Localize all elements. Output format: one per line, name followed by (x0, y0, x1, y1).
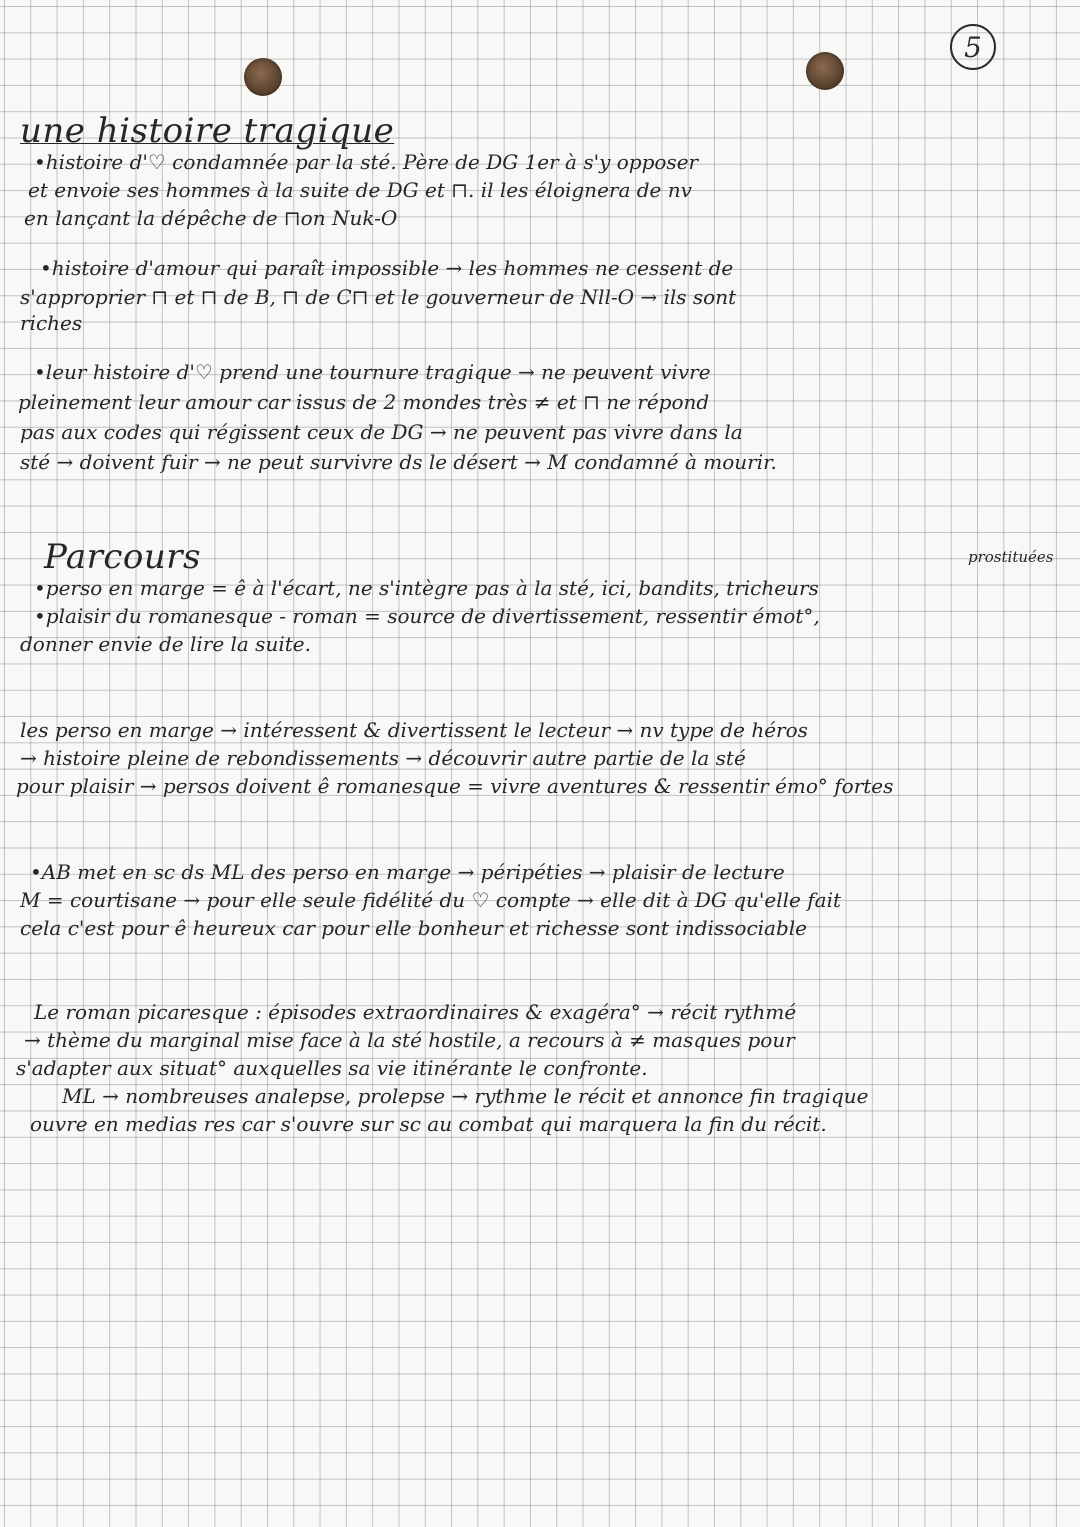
note-line: pleinement leur amour car issus de 2 mondes très ≠ et ⊓ ne répond (18, 390, 710, 414)
note-line: s'adapter aux situat° auxquelles sa vie itinérante le confronte. (16, 1056, 648, 1080)
note-line: cela c'est pour ê heureux car pour elle bonheur et richesse sont indissociable (20, 916, 808, 940)
note-line: pas aux codes qui régissent ceux de DG → ne peuvent pas vivre dans la (20, 420, 743, 444)
note-line: pour plaisir → persos doivent ê romanesque = vivre aventures & ressentir émo° fortes (16, 774, 894, 798)
page-number: 5 (950, 24, 996, 70)
note-line: Le roman picaresque : épisodes extraordinaires & exagéra° → récit rythmé (34, 1000, 797, 1024)
note-line: •leur histoire d'♡ prend une tournure tragique → ne peuvent vivre (34, 360, 711, 384)
note-line: → histoire pleine de rebondissements → découvrir autre partie de la sté (20, 746, 746, 770)
note-line: ML → nombreuses analepse, prolepse → rythme le récit et annonce fin tragique (62, 1084, 869, 1108)
note-line: •perso en marge = ê à l'écart, ne s'intègre pas à la sté, ici, bandits, tricheurs (34, 576, 819, 600)
note-line: •histoire d'♡ condamnée par la sté. Père de DG 1er à s'y opposer (34, 150, 699, 174)
binder-hole-right (806, 52, 844, 90)
note-line: M = courtisane → pour elle seule fidélité du ♡ compte → elle dit à DG qu'elle fait (20, 888, 841, 912)
margin-note-prostitutes: prostituées (968, 548, 1054, 566)
note-line: en lançant la dépêche de ⊓on Nuk-O (24, 206, 398, 230)
section-title-tragic-story: une histoire tragique (20, 111, 395, 151)
binder-hole-left (244, 58, 282, 96)
note-line: •plaisir du romanesque - roman = source de divertissement, ressentir émot°, (34, 604, 820, 628)
note-line: et envoie ses hommes à la suite de DG et ⊓. il les éloignera de nv (28, 178, 692, 202)
note-line: s'approprier ⊓ et ⊓ de B, ⊓ de C⊓ et le gouverneur de Nll-O → ils sont (20, 285, 737, 309)
note-line: •AB met en sc ds ML des perso en marge → péripéties → plaisir de lecture (30, 860, 785, 884)
note-line: riches (20, 311, 83, 335)
note-line: •histoire d'amour qui paraît impossible → les hommes ne cessent de (40, 256, 734, 280)
note-line: sté → doivent fuir → ne peut survivre ds le désert → M condamné à mourir. (20, 450, 777, 474)
note-line: donner envie de lire la suite. (20, 632, 311, 656)
note-line: les perso en marge → intéressent & divertissent le lecteur → nv type de héros (20, 718, 808, 742)
section-title-parcours: Parcours (44, 537, 201, 577)
note-line: ouvre en medias res car s'ouvre sur sc au combat qui marquera la fin du récit. (30, 1112, 827, 1136)
note-line: → thème du marginal mise face à la sté hostile, a recours à ≠ masques pour (24, 1028, 795, 1052)
